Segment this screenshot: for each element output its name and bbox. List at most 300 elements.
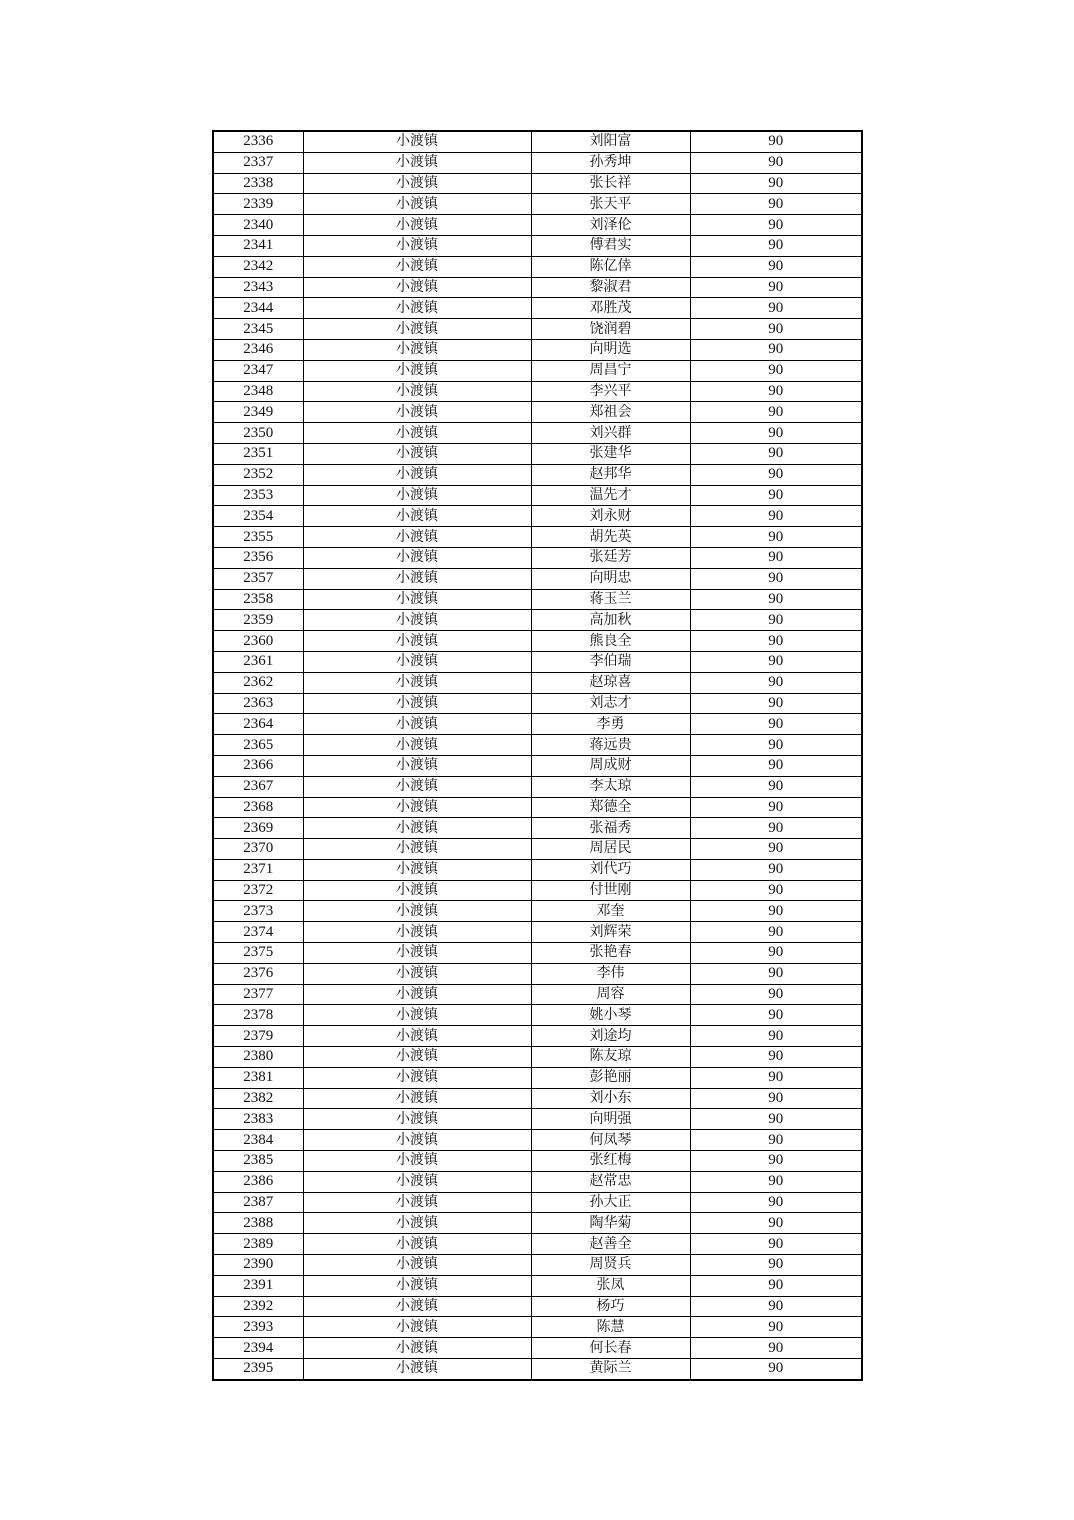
table-row xyxy=(213,1275,862,1296)
person-name-cell: 郑祖会 xyxy=(531,402,690,423)
table-row xyxy=(213,1005,862,1026)
person-name-cell: 姚小琴 xyxy=(531,1005,690,1026)
table-row xyxy=(213,527,862,548)
amount-cell: 90 xyxy=(690,1255,862,1276)
town-cell: 小渡镇 xyxy=(303,194,531,215)
amount-cell: 90 xyxy=(690,235,862,256)
person-name-cell: 陈慧 xyxy=(531,1317,690,1338)
town-cell: 小渡镇 xyxy=(303,1171,531,1192)
table-row xyxy=(213,735,862,756)
person-name-cell: 周居民 xyxy=(531,839,690,860)
table-row xyxy=(213,859,862,880)
amount-cell: 90 xyxy=(690,776,862,797)
row-number-cell: 2385 xyxy=(213,1151,303,1172)
row-number-cell: 2348 xyxy=(213,381,303,402)
table-row xyxy=(213,215,862,236)
town-cell: 小渡镇 xyxy=(303,298,531,319)
amount-cell: 90 xyxy=(690,1067,862,1088)
amount-cell: 90 xyxy=(690,402,862,423)
person-name-cell: 付世刚 xyxy=(531,880,690,901)
table-row xyxy=(213,256,862,277)
table-row xyxy=(213,1234,862,1255)
person-name-cell: 刘代巧 xyxy=(531,859,690,880)
table-row xyxy=(213,194,862,215)
amount-cell: 90 xyxy=(690,1171,862,1192)
person-name-cell: 向明忠 xyxy=(531,568,690,589)
table-row xyxy=(213,610,862,631)
table-row xyxy=(213,589,862,610)
row-number-cell: 2354 xyxy=(213,506,303,527)
person-name-cell: 周成财 xyxy=(531,755,690,776)
table-row xyxy=(213,818,862,839)
amount-cell: 90 xyxy=(690,1234,862,1255)
table-row xyxy=(213,1151,862,1172)
amount-cell: 90 xyxy=(690,693,862,714)
amount-cell: 90 xyxy=(690,1130,862,1151)
person-name-cell: 饶润碧 xyxy=(531,319,690,340)
amount-cell: 90 xyxy=(690,984,862,1005)
town-cell: 小渡镇 xyxy=(303,152,531,173)
town-cell: 小渡镇 xyxy=(303,610,531,631)
amount-cell: 90 xyxy=(690,1317,862,1338)
person-name-cell: 赵常忠 xyxy=(531,1171,690,1192)
amount-cell: 90 xyxy=(690,485,862,506)
town-cell: 小渡镇 xyxy=(303,963,531,984)
town-cell: 小渡镇 xyxy=(303,506,531,527)
person-name-cell: 郑德全 xyxy=(531,797,690,818)
person-name-cell: 张福秀 xyxy=(531,818,690,839)
town-cell: 小渡镇 xyxy=(303,423,531,444)
person-name-cell: 高加秋 xyxy=(531,610,690,631)
row-number-cell: 2393 xyxy=(213,1317,303,1338)
person-name-cell: 向明选 xyxy=(531,339,690,360)
town-cell: 小渡镇 xyxy=(303,173,531,194)
row-number-cell: 2384 xyxy=(213,1130,303,1151)
town-cell: 小渡镇 xyxy=(303,547,531,568)
person-name-cell: 周昌宁 xyxy=(531,360,690,381)
person-name-cell: 张天平 xyxy=(531,194,690,215)
table-row xyxy=(213,1130,862,1151)
town-cell: 小渡镇 xyxy=(303,1213,531,1234)
town-cell: 小渡镇 xyxy=(303,1255,531,1276)
person-name-cell: 彭艳丽 xyxy=(531,1067,690,1088)
person-name-cell: 赵邦华 xyxy=(531,464,690,485)
person-name-cell: 刘兴群 xyxy=(531,423,690,444)
roster-table xyxy=(212,130,863,1381)
row-number-cell: 2367 xyxy=(213,776,303,797)
town-cell: 小渡镇 xyxy=(303,839,531,860)
amount-cell: 90 xyxy=(690,631,862,652)
person-name-cell: 张建华 xyxy=(531,443,690,464)
town-cell: 小渡镇 xyxy=(303,568,531,589)
town-cell: 小渡镇 xyxy=(303,755,531,776)
amount-cell: 90 xyxy=(690,215,862,236)
amount-cell: 90 xyxy=(690,1338,862,1359)
table-row xyxy=(213,1026,862,1047)
town-cell: 小渡镇 xyxy=(303,1130,531,1151)
table-row xyxy=(213,152,862,173)
row-number-cell: 2341 xyxy=(213,235,303,256)
table-row xyxy=(213,651,862,672)
roster-table-body xyxy=(213,131,862,1380)
row-number-cell: 2378 xyxy=(213,1005,303,1026)
amount-cell: 90 xyxy=(690,651,862,672)
row-number-cell: 2349 xyxy=(213,402,303,423)
row-number-cell: 2377 xyxy=(213,984,303,1005)
row-number-cell: 2365 xyxy=(213,735,303,756)
town-cell: 小渡镇 xyxy=(303,1317,531,1338)
person-name-cell: 蒋远贵 xyxy=(531,735,690,756)
row-number-cell: 2391 xyxy=(213,1275,303,1296)
amount-cell: 90 xyxy=(690,1005,862,1026)
town-cell: 小渡镇 xyxy=(303,235,531,256)
row-number-cell: 2364 xyxy=(213,714,303,735)
amount-cell: 90 xyxy=(690,797,862,818)
row-number-cell: 2374 xyxy=(213,922,303,943)
row-number-cell: 2372 xyxy=(213,880,303,901)
person-name-cell: 张长祥 xyxy=(531,173,690,194)
town-cell: 小渡镇 xyxy=(303,693,531,714)
row-number-cell: 2379 xyxy=(213,1026,303,1047)
person-name-cell: 刘泽伦 xyxy=(531,215,690,236)
amount-cell: 90 xyxy=(690,256,862,277)
table-row xyxy=(213,547,862,568)
table-row xyxy=(213,672,862,693)
row-number-cell: 2389 xyxy=(213,1234,303,1255)
town-cell: 小渡镇 xyxy=(303,880,531,901)
person-name-cell: 孙大正 xyxy=(531,1192,690,1213)
table-row xyxy=(213,901,862,922)
amount-cell: 90 xyxy=(690,1109,862,1130)
town-cell: 小渡镇 xyxy=(303,735,531,756)
town-cell: 小渡镇 xyxy=(303,1151,531,1172)
town-cell: 小渡镇 xyxy=(303,277,531,298)
town-cell: 小渡镇 xyxy=(303,1359,531,1380)
table-row xyxy=(213,360,862,381)
town-cell: 小渡镇 xyxy=(303,672,531,693)
town-cell: 小渡镇 xyxy=(303,1234,531,1255)
person-name-cell: 刘途均 xyxy=(531,1026,690,1047)
person-name-cell: 周贤兵 xyxy=(531,1255,690,1276)
person-name-cell: 赵琼喜 xyxy=(531,672,690,693)
table-row xyxy=(213,1213,862,1234)
row-number-cell: 2394 xyxy=(213,1338,303,1359)
table-row xyxy=(213,381,862,402)
row-number-cell: 2390 xyxy=(213,1255,303,1276)
person-name-cell: 黎淑君 xyxy=(531,277,690,298)
amount-cell: 90 xyxy=(690,506,862,527)
amount-cell: 90 xyxy=(690,1088,862,1109)
town-cell: 小渡镇 xyxy=(303,943,531,964)
town-cell: 小渡镇 xyxy=(303,1088,531,1109)
amount-cell: 90 xyxy=(690,714,862,735)
amount-cell: 90 xyxy=(690,1192,862,1213)
table-row xyxy=(213,776,862,797)
person-name-cell: 胡先英 xyxy=(531,527,690,548)
amount-cell: 90 xyxy=(690,173,862,194)
table-row xyxy=(213,319,862,340)
amount-cell: 90 xyxy=(690,443,862,464)
row-number-cell: 2359 xyxy=(213,610,303,631)
person-name-cell: 张凤 xyxy=(531,1275,690,1296)
amount-cell: 90 xyxy=(690,755,862,776)
amount-cell: 90 xyxy=(690,277,862,298)
amount-cell: 90 xyxy=(690,818,862,839)
person-name-cell: 李伯瑞 xyxy=(531,651,690,672)
row-number-cell: 2350 xyxy=(213,423,303,444)
town-cell: 小渡镇 xyxy=(303,1026,531,1047)
row-number-cell: 2344 xyxy=(213,298,303,319)
person-name-cell: 刘小东 xyxy=(531,1088,690,1109)
amount-cell: 90 xyxy=(690,839,862,860)
row-number-cell: 2363 xyxy=(213,693,303,714)
table-row xyxy=(213,631,862,652)
amount-cell: 90 xyxy=(690,1359,862,1380)
person-name-cell: 温先才 xyxy=(531,485,690,506)
row-number-cell: 2369 xyxy=(213,818,303,839)
amount-cell: 90 xyxy=(690,568,862,589)
amount-cell: 90 xyxy=(690,963,862,984)
row-number-cell: 2351 xyxy=(213,443,303,464)
person-name-cell: 陶华菊 xyxy=(531,1213,690,1234)
town-cell: 小渡镇 xyxy=(303,1005,531,1026)
town-cell: 小渡镇 xyxy=(303,818,531,839)
table-row xyxy=(213,443,862,464)
town-cell: 小渡镇 xyxy=(303,922,531,943)
amount-cell: 90 xyxy=(690,339,862,360)
amount-cell: 90 xyxy=(690,1047,862,1068)
table-row xyxy=(213,797,862,818)
amount-cell: 90 xyxy=(690,319,862,340)
town-cell: 小渡镇 xyxy=(303,1192,531,1213)
table-row xyxy=(213,755,862,776)
row-number-cell: 2386 xyxy=(213,1171,303,1192)
table-row xyxy=(213,235,862,256)
amount-cell: 90 xyxy=(690,381,862,402)
town-cell: 小渡镇 xyxy=(303,1109,531,1130)
amount-cell: 90 xyxy=(690,1213,862,1234)
row-number-cell: 2383 xyxy=(213,1109,303,1130)
row-number-cell: 2358 xyxy=(213,589,303,610)
row-number-cell: 2336 xyxy=(213,131,303,152)
row-number-cell: 2357 xyxy=(213,568,303,589)
table-row xyxy=(213,1317,862,1338)
amount-cell: 90 xyxy=(690,1296,862,1317)
row-number-cell: 2343 xyxy=(213,277,303,298)
town-cell: 小渡镇 xyxy=(303,381,531,402)
town-cell: 小渡镇 xyxy=(303,256,531,277)
amount-cell: 90 xyxy=(690,152,862,173)
table-row xyxy=(213,1109,862,1130)
row-number-cell: 2395 xyxy=(213,1359,303,1380)
town-cell: 小渡镇 xyxy=(303,651,531,672)
person-name-cell: 向明强 xyxy=(531,1109,690,1130)
table-row xyxy=(213,943,862,964)
person-name-cell: 张廷芳 xyxy=(531,547,690,568)
table-row xyxy=(213,131,862,152)
table-row xyxy=(213,1088,862,1109)
table-row xyxy=(213,839,862,860)
town-cell: 小渡镇 xyxy=(303,360,531,381)
row-number-cell: 2361 xyxy=(213,651,303,672)
person-name-cell: 陈亿倖 xyxy=(531,256,690,277)
row-number-cell: 2368 xyxy=(213,797,303,818)
town-cell: 小渡镇 xyxy=(303,1275,531,1296)
town-cell: 小渡镇 xyxy=(303,215,531,236)
table-row xyxy=(213,963,862,984)
row-number-cell: 2382 xyxy=(213,1088,303,1109)
town-cell: 小渡镇 xyxy=(303,631,531,652)
person-name-cell: 傅君实 xyxy=(531,235,690,256)
amount-cell: 90 xyxy=(690,610,862,631)
table-row xyxy=(213,464,862,485)
town-cell: 小渡镇 xyxy=(303,443,531,464)
town-cell: 小渡镇 xyxy=(303,131,531,152)
row-number-cell: 2360 xyxy=(213,631,303,652)
row-number-cell: 2392 xyxy=(213,1296,303,1317)
town-cell: 小渡镇 xyxy=(303,1067,531,1088)
person-name-cell: 周容 xyxy=(531,984,690,1005)
town-cell: 小渡镇 xyxy=(303,1296,531,1317)
person-name-cell: 赵善全 xyxy=(531,1234,690,1255)
amount-cell: 90 xyxy=(690,859,862,880)
table-row xyxy=(213,1192,862,1213)
amount-cell: 90 xyxy=(690,901,862,922)
row-number-cell: 2373 xyxy=(213,901,303,922)
row-number-cell: 2362 xyxy=(213,672,303,693)
row-number-cell: 2366 xyxy=(213,755,303,776)
town-cell: 小渡镇 xyxy=(303,402,531,423)
amount-cell: 90 xyxy=(690,922,862,943)
person-name-cell: 黄际兰 xyxy=(531,1359,690,1380)
amount-cell: 90 xyxy=(690,943,862,964)
row-number-cell: 2380 xyxy=(213,1047,303,1068)
table-row xyxy=(213,714,862,735)
person-name-cell: 李勇 xyxy=(531,714,690,735)
table-row xyxy=(213,1296,862,1317)
row-number-cell: 2346 xyxy=(213,339,303,360)
amount-cell: 90 xyxy=(690,464,862,485)
row-number-cell: 2376 xyxy=(213,963,303,984)
table-row xyxy=(213,1255,862,1276)
row-number-cell: 2347 xyxy=(213,360,303,381)
town-cell: 小渡镇 xyxy=(303,589,531,610)
town-cell: 小渡镇 xyxy=(303,527,531,548)
table-row xyxy=(213,880,862,901)
person-name-cell: 何长春 xyxy=(531,1338,690,1359)
person-name-cell: 熊良全 xyxy=(531,631,690,652)
person-name-cell: 杨巧 xyxy=(531,1296,690,1317)
table-row xyxy=(213,1338,862,1359)
town-cell: 小渡镇 xyxy=(303,901,531,922)
person-name-cell: 刘永财 xyxy=(531,506,690,527)
row-number-cell: 2345 xyxy=(213,319,303,340)
row-number-cell: 2353 xyxy=(213,485,303,506)
person-name-cell: 张艳春 xyxy=(531,943,690,964)
amount-cell: 90 xyxy=(690,194,862,215)
person-name-cell: 李伟 xyxy=(531,963,690,984)
town-cell: 小渡镇 xyxy=(303,1338,531,1359)
town-cell: 小渡镇 xyxy=(303,797,531,818)
row-number-cell: 2355 xyxy=(213,527,303,548)
row-number-cell: 2338 xyxy=(213,173,303,194)
table-row xyxy=(213,922,862,943)
table-row xyxy=(213,1171,862,1192)
table-row xyxy=(213,568,862,589)
row-number-cell: 2381 xyxy=(213,1067,303,1088)
person-name-cell: 孙秀坤 xyxy=(531,152,690,173)
amount-cell: 90 xyxy=(690,547,862,568)
town-cell: 小渡镇 xyxy=(303,464,531,485)
table-row xyxy=(213,506,862,527)
amount-cell: 90 xyxy=(690,527,862,548)
row-number-cell: 2371 xyxy=(213,859,303,880)
row-number-cell: 2388 xyxy=(213,1213,303,1234)
person-name-cell: 张红梅 xyxy=(531,1151,690,1172)
amount-cell: 90 xyxy=(690,735,862,756)
amount-cell: 90 xyxy=(690,1026,862,1047)
table-row xyxy=(213,984,862,1005)
town-cell: 小渡镇 xyxy=(303,859,531,880)
person-name-cell: 何凤琴 xyxy=(531,1130,690,1151)
amount-cell: 90 xyxy=(690,298,862,319)
row-number-cell: 2342 xyxy=(213,256,303,277)
person-name-cell: 刘志才 xyxy=(531,693,690,714)
town-cell: 小渡镇 xyxy=(303,776,531,797)
table-row xyxy=(213,1359,862,1380)
row-number-cell: 2375 xyxy=(213,943,303,964)
table-row xyxy=(213,485,862,506)
town-cell: 小渡镇 xyxy=(303,339,531,360)
town-cell: 小渡镇 xyxy=(303,714,531,735)
person-name-cell: 邓胜茂 xyxy=(531,298,690,319)
row-number-cell: 2337 xyxy=(213,152,303,173)
amount-cell: 90 xyxy=(690,1275,862,1296)
town-cell: 小渡镇 xyxy=(303,319,531,340)
row-number-cell: 2356 xyxy=(213,547,303,568)
amount-cell: 90 xyxy=(690,423,862,444)
person-name-cell: 李太琼 xyxy=(531,776,690,797)
amount-cell: 90 xyxy=(690,131,862,152)
town-cell: 小渡镇 xyxy=(303,1047,531,1068)
table-row xyxy=(213,1047,862,1068)
town-cell: 小渡镇 xyxy=(303,485,531,506)
table-row xyxy=(213,423,862,444)
person-name-cell: 李兴平 xyxy=(531,381,690,402)
amount-cell: 90 xyxy=(690,589,862,610)
amount-cell: 90 xyxy=(690,360,862,381)
amount-cell: 90 xyxy=(690,1151,862,1172)
amount-cell: 90 xyxy=(690,672,862,693)
row-number-cell: 2339 xyxy=(213,194,303,215)
table-row xyxy=(213,402,862,423)
table-row xyxy=(213,298,862,319)
table-row xyxy=(213,1067,862,1088)
person-name-cell: 陈友琼 xyxy=(531,1047,690,1068)
town-cell: 小渡镇 xyxy=(303,984,531,1005)
table-row xyxy=(213,339,862,360)
row-number-cell: 2370 xyxy=(213,839,303,860)
row-number-cell: 2340 xyxy=(213,215,303,236)
table-row xyxy=(213,277,862,298)
table-row xyxy=(213,693,862,714)
table-row xyxy=(213,173,862,194)
person-name-cell: 邓奎 xyxy=(531,901,690,922)
row-number-cell: 2387 xyxy=(213,1192,303,1213)
row-number-cell: 2352 xyxy=(213,464,303,485)
person-name-cell: 刘辉荣 xyxy=(531,922,690,943)
person-name-cell: 蒋玉兰 xyxy=(531,589,690,610)
